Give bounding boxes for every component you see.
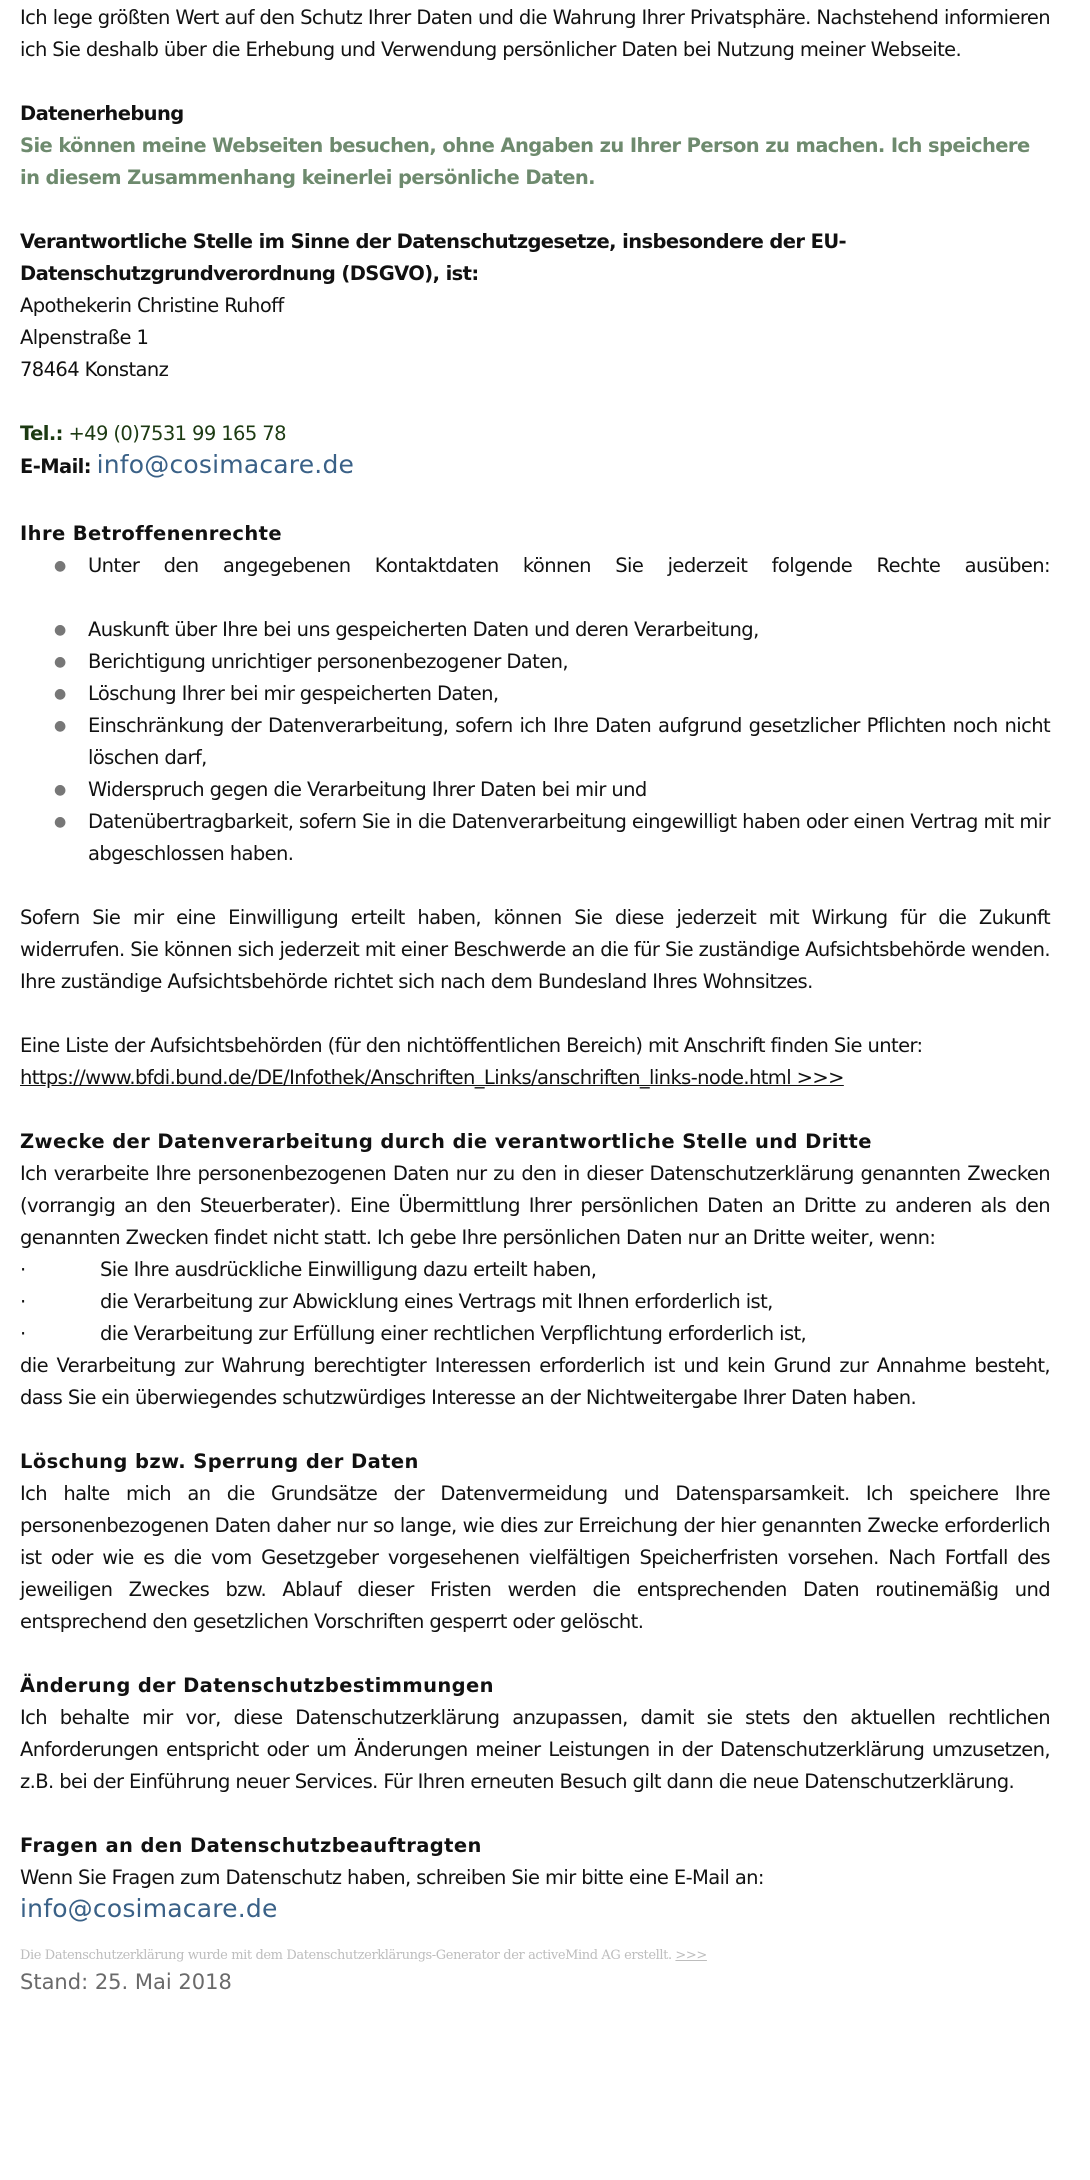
fragen-email-link[interactable]: info@cosimacare.de	[20, 1894, 278, 1923]
heading-zwecke: Zwecke der Datenverarbeitung durch die verantwortliche Stelle und Dritte	[20, 1130, 872, 1153]
generator-text: Die Datenschutzerklärung wurde mit dem Datenschutzerklärungs-Generator der activeMind AG erstellt.	[20, 1948, 672, 1963]
intro-paragraph: Ich lege größten Wert auf den Schutz Ihrer Daten und die Wahrung Ihrer Privatsphäre. Nachstehend informieren ich Sie deshalb über die Erhebung und Verwendung persönlicher Daten bei Nutzung meiner Webseite.	[20, 6, 1050, 61]
heading-fragen: Fragen an den Datenschutzbeauftragten	[20, 1834, 482, 1857]
heading-betroffenenrechte: Ihre Betroffenenrechte	[20, 522, 283, 545]
aenderung-paragraph: Ich behalte mir vor, diese Datenschutzerklärung anzupassen, damit sie stets den aktuellen rechtlichen Anforderungen entspricht oder um Änderungen meiner Leistungen in der Datenschutzerklärung umzusetzen, z.B. bei der Einführung neuer Services. Für Ihren erneuten Besuch gilt dann die neue Datenschutzerklärung.	[20, 1706, 1050, 1793]
list-item: · die Verarbeitung zur Erfüllung einer rechtlichen Verpflichtung erforderlich ist,	[20, 1318, 1050, 1350]
bullet-icon: ●	[54, 622, 66, 638]
fragen-email-line	[20, 1894, 1050, 1926]
responsible-city: 78464 Konstanz	[20, 358, 169, 381]
heading-verantwortliche-stelle: Verantwortliche Stelle im Sinne der Datenschutzgesetze, insbesondere der EU-Datenschutzgrundverordnung (DSGVO), ist:	[20, 230, 847, 285]
phone-value[interactable]: +49 (0)7531 99 165 78	[68, 422, 286, 445]
rights-intro-item: ● Unter den angegebenen Kontaktdaten können Sie jederzeit folgende Rechte ausüben:	[88, 550, 1050, 582]
dot-bullet-icon: ·	[20, 1290, 26, 1313]
datenerhebung-text: Sie können meine Webseiten besuchen, ohne Angaben zu Ihrer Person zu machen. Ich speichere in diesem Zusammenhang keinerlei persönliche Daten.	[20, 134, 1030, 189]
bullet-icon: ●	[54, 558, 66, 574]
list-item: ● Berichtigung unrichtiger personenbezogener Daten,	[88, 646, 1050, 678]
generator-footnote	[20, 1944, 1050, 1968]
email-label: E-Mail:	[20, 455, 91, 478]
dot-bullet-icon: ·	[20, 1322, 26, 1345]
zwecke-paragraph: Ich verarbeite Ihre personenbezogenen Daten nur zu den in dieser Datenschutzerklärung genannten Zwecken (vorrangig an den Steuerberater). Eine Übermittlung Ihrer persönlichen Daten an Dritte zu anderen als den genannten Zwecken findet nicht statt. Ich gebe Ihre persönlichen Daten nur an Dritte weiter, wenn:	[20, 1162, 1050, 1249]
authorities-link[interactable]: https://www.bfdi.bund.de/DE/Infothek/Anschriften_Links/anschriften_links-node.html >>>	[20, 1066, 844, 1089]
authorities-list-text: Eine Liste der Aufsichtsbehörden (für den nichtöffentlichen Bereich) mit Anschrift finden Sie unter:	[20, 1034, 923, 1057]
bullet-icon: ●	[54, 814, 66, 830]
list-item: ● Einschränkung der Datenverarbeitung, sofern ich Ihre Daten aufgrund gesetzlicher Pflichten noch nicht löschen darf,	[88, 710, 1050, 774]
fragen-text: Wenn Sie Fragen zum Datenschutz haben, schreiben Sie mir bitte eine E-Mail an:	[20, 1866, 764, 1889]
rights-list-items	[20, 614, 1050, 870]
bullet-icon: ●	[54, 718, 66, 734]
generator-link[interactable]: >>>	[675, 1948, 707, 1963]
responsible-street: Alpenstraße 1	[20, 326, 149, 349]
list-item: ● Löschung Ihrer bei mir gespeicherten Daten,	[88, 678, 1050, 710]
heading-loeschung: Löschung bzw. Sperrung der Daten	[20, 1450, 419, 1473]
responsible-name: Apothekerin Christine Ruhoff	[20, 294, 284, 317]
list-item: ● Auskunft über Ihre bei uns gespeicherten Daten und deren Verarbeitung,	[88, 614, 1050, 646]
phone-line	[20, 418, 1050, 450]
loeschung-paragraph: Ich halte mich an die Grundsätze der Datenvermeidung und Datensparsamkeit. Ich speichere Ihre personenbezogenen Daten daher nur so lange, wie dies zur Erreichung der hier genannten Zwecke erforderlich ist oder wie es die vom Gesetzgeber vorgesehenen vielfältigen Speicherfristen vorsehen. Nach Fortfall des jeweiligen Zweckes bzw. Ablauf dieser Fristen werden die entsprechenden Daten routinemäßig und entsprechend den gesetzlichen Vorschriften gesperrt oder gelöscht.	[20, 1482, 1050, 1633]
list-item: ● Datenübertragbarkeit, sofern Sie in die Datenverarbeitung eingewilligt haben oder einen Vertrag mit mir abgeschlossen haben.	[88, 806, 1050, 870]
list-item: ● Widerspruch gegen die Verarbeitung Ihrer Daten bei mir und	[88, 774, 1050, 806]
bullet-icon: ●	[54, 782, 66, 798]
zwecke-tail-paragraph: die Verarbeitung zur Wahrung berechtigter Interessen erforderlich ist und kein Grund zur Annahme besteht, dass Sie ein überwiegendes schutzwürdiges Interesse an der Nichtweitergabe Ihrer Daten haben.	[20, 1354, 1050, 1409]
phone-label: Tel.:	[20, 422, 63, 445]
email-line	[20, 450, 1050, 482]
list-item: · Sie Ihre ausdrückliche Einwilligung dazu erteilt haben,	[20, 1254, 1050, 1286]
bullet-icon: ●	[54, 654, 66, 670]
authorities-link-line	[20, 1062, 1050, 1094]
bullet-icon: ●	[54, 686, 66, 702]
rights-list	[20, 550, 1050, 582]
email-link[interactable]: info@cosimacare.de	[96, 450, 355, 479]
stand-date: Stand: 25. Mai 2018	[20, 1970, 232, 1994]
dot-bullet-icon: ·	[20, 1258, 26, 1281]
list-item: · die Verarbeitung zur Abwicklung eines Vertrags mit Ihnen erforderlich ist,	[20, 1286, 1050, 1318]
widerruf-paragraph: Sofern Sie mir eine Einwilligung erteilt haben, können Sie diese jederzeit mit Wirkung für die Zukunft widerrufen. Sie können sich jederzeit mit einer Beschwerde an die für Sie zuständige Aufsichtsbehörde wenden. Ihre zuständige Aufsichtsbehörde richtet sich nach dem Bundesland Ihres Wohnsitzes.	[20, 906, 1050, 993]
heading-aenderung: Änderung der Datenschutzbestimmungen	[20, 1674, 494, 1697]
heading-datenerhebung: Datenerhebung	[20, 102, 184, 125]
